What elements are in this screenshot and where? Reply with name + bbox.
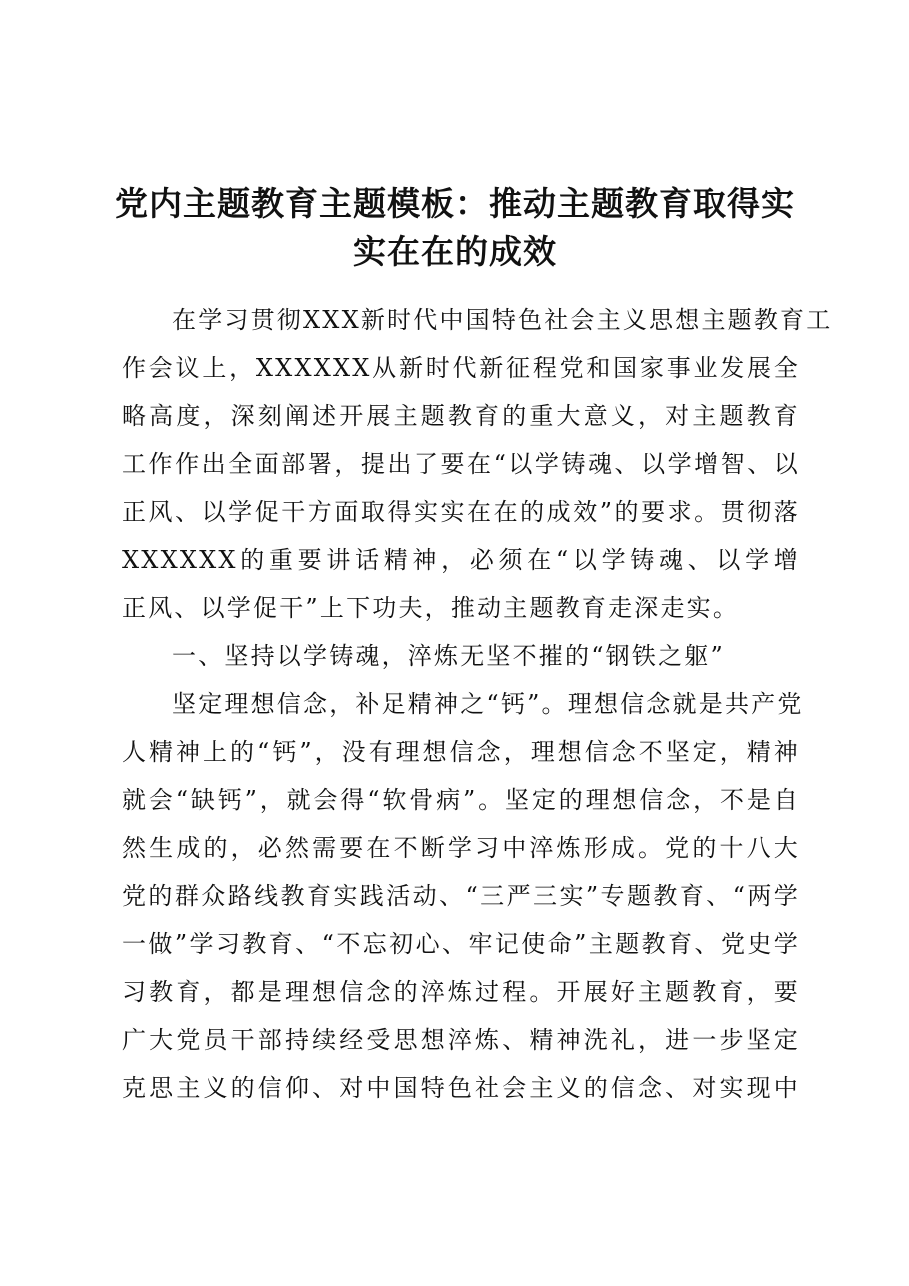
- text-line: 克思主义的信仰、对中国特色社会主义的信念、对实现中: [122, 1074, 800, 1102]
- title-line-2: 实在在的成效: [353, 232, 557, 272]
- text-line: XXXXXX的重要讲话精神，必须在“以学铸魂、以学增: [122, 546, 800, 574]
- section-heading: 一、坚持以学铸魂，淬炼无坚不摧的“钢铁之躯”: [172, 642, 725, 670]
- document-body: [122, 296, 833, 1112]
- text-line: 党的群众路线教育实践活动、“三严三实”专题教育、“两学: [122, 882, 800, 910]
- text-line: 然生成的，必然需要在不断学习中淬炼形成。党的十八大: [122, 834, 800, 862]
- text-line: 人精神上的“钙”，没有理想信念，理想信念不坚定，精神: [122, 738, 800, 766]
- text-line: 正风、以学促干方面取得实实在在的成效”的要求。贯彻落: [122, 498, 800, 526]
- paragraph-intro: [122, 296, 833, 632]
- text-line: 广大党员干部持续经受思想淬炼、精神洗礼，进一步坚定: [122, 1026, 800, 1054]
- text-line: 正风、以学促干”上下功夫，推动主题教育走深走实。: [122, 594, 740, 622]
- text-line: 在学习贯彻XXX新时代中国特色社会主义思想主题教育工: [172, 306, 833, 334]
- document-title: [110, 180, 800, 276]
- text-line: 作会议上，XXXXXX从新时代新征程党和国家事业发展全: [122, 354, 800, 382]
- text-line: 工作作出全面部署，提出了要在“以学铸魂、以学增智、以: [122, 450, 800, 478]
- text-line: 略高度，深刻阐述开展主题教育的重大意义，对主题教育: [122, 402, 800, 430]
- title-line-1: 党内主题教育主题模板：推动主题教育取得实: [115, 184, 795, 224]
- text-line: 习教育，都是理想信念的淬炼过程。开展好主题教育，要: [122, 978, 800, 1006]
- text-line: 坚定理想信念，补足精神之“钙”。理想信念就是共产党: [172, 690, 804, 718]
- paragraph-ideals: [122, 680, 804, 1112]
- text-line: 一做”学习教育、“不忘初心、牢记使命”主题教育、党史学: [122, 930, 800, 958]
- text-line: 就会“缺钙”，就会得“软骨病”。坚定的理想信念，不是自: [122, 786, 800, 814]
